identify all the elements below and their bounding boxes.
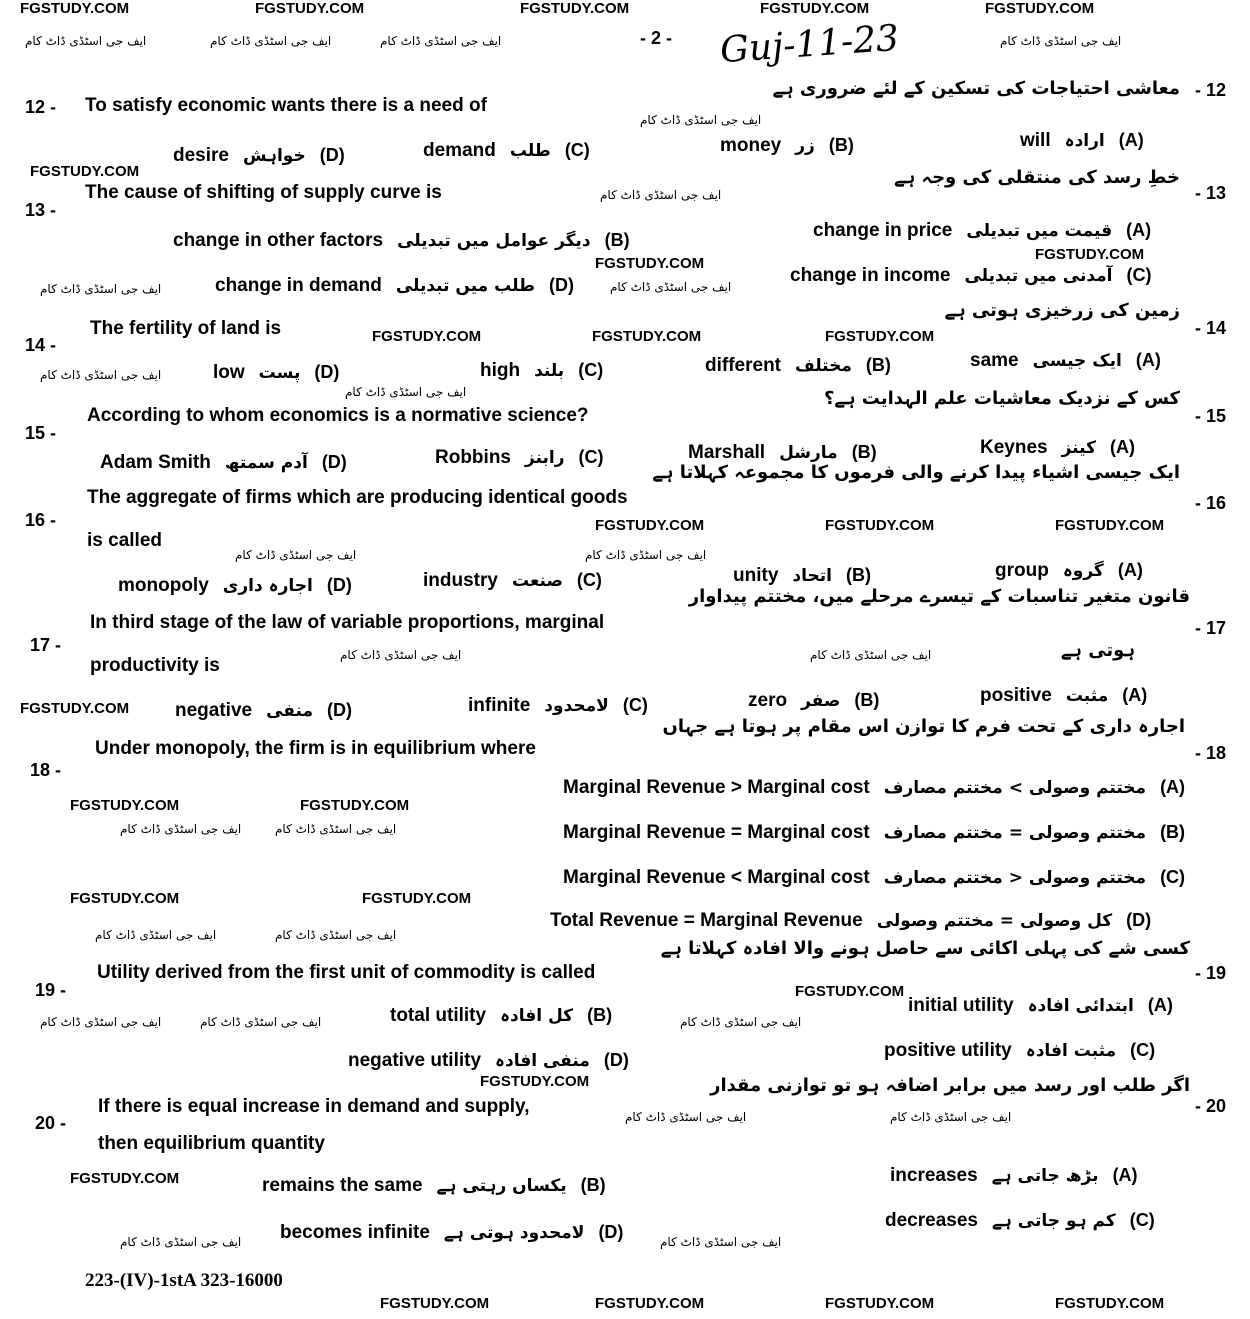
question-text-en: The cause of shifting of supply curve is <box>85 182 442 203</box>
watermark-urdu: ایف جی اسٹڈی ڈاٹ کام <box>120 822 242 836</box>
option-text-en: low <box>213 362 245 383</box>
watermark-text: FGSTUDY.COM <box>760 0 870 17</box>
watermark-text: FGSTUDY.COM <box>20 0 130 17</box>
option-b <box>262 1175 606 1197</box>
question-number: - 20 <box>1195 1096 1227 1116</box>
option-text-en: initial utility <box>908 995 1014 1016</box>
option-label: (B) <box>851 442 877 462</box>
option-text-en: negative utility <box>348 1050 482 1071</box>
option-b <box>173 230 630 252</box>
option-text-ur: لامحدود ہوتی ہے <box>443 1223 585 1243</box>
option-text-ur: ایک جیسی <box>1032 351 1122 371</box>
option-label: (C) <box>1130 1040 1156 1060</box>
option-text-ur: صنعت <box>511 571 563 591</box>
watermark-urdu: ایف جی اسٹڈی ڈاٹ کام <box>625 1110 747 1124</box>
option-c <box>468 695 648 717</box>
option-text-en: remains the same <box>262 1175 423 1196</box>
option-text-ur: دیگر عوامل میں تبدیلی <box>397 231 591 251</box>
paper-code: 223-(IV)-1stA 323-16000 <box>85 1270 283 1291</box>
watermark-urdu: ایف جی اسٹڈی ڈاٹ کام <box>40 282 162 296</box>
option-label: (C) <box>1160 867 1186 887</box>
option-text-ur: کینز <box>1061 438 1096 458</box>
option-text-en: demand <box>423 140 496 161</box>
question-text-ur: قانون متغیر تناسبات کے تیسرے مرحلے میں، مختتم پیداوار <box>688 586 1190 607</box>
option-d <box>215 275 574 297</box>
option-label: (D) <box>549 275 575 295</box>
option-text-en: money <box>720 135 782 156</box>
option-label: (A) <box>1147 995 1173 1015</box>
option-text-ur: بڑھ جاتی ہے <box>991 1166 1099 1186</box>
option-text-en: monopoly <box>118 575 209 596</box>
option-label: (C) <box>576 570 602 590</box>
option-text-en: Marginal Revenue > Marginal cost <box>563 777 870 798</box>
watermark-urdu: ایف جی اسٹڈی ڈاٹ کام <box>610 280 732 294</box>
option-text-en: group <box>995 560 1049 581</box>
option-label: (D) <box>319 145 345 165</box>
watermark-urdu: ایف جی اسٹڈی ڈاٹ کام <box>235 548 357 562</box>
option-c <box>423 570 602 592</box>
watermark-urdu: ایف جی اسٹڈی ڈاٹ کام <box>120 1235 242 1249</box>
option-text-en: will <box>1020 130 1051 151</box>
option-label: (C) <box>622 695 648 715</box>
option-text-ur: آدم سمتھ <box>224 453 308 473</box>
question-text-en: The fertility of land is <box>90 318 282 339</box>
option-text-ur: طلب <box>509 141 551 161</box>
watermark-urdu: ایف جی اسٹڈی ڈاٹ کام <box>640 113 762 127</box>
option-text-ur: مارشل <box>779 443 838 463</box>
option-label: (A) <box>1135 350 1161 370</box>
option-text-en: desire <box>173 145 229 166</box>
watermark-text: FGSTUDY.COM <box>595 255 705 272</box>
option-label: (B) <box>580 1175 606 1195</box>
watermark-text: FGSTUDY.COM <box>1035 246 1145 263</box>
question-number: - 18 <box>1195 743 1227 763</box>
question-text-en: then equilibrium quantity <box>98 1133 325 1154</box>
watermark-text: FGSTUDY.COM <box>595 517 705 534</box>
option-label: (C) <box>578 447 604 467</box>
option-d <box>175 700 352 722</box>
watermark-urdu: ایف جی اسٹڈی ڈاٹ کام <box>660 1235 782 1249</box>
option-text-en: change in demand <box>215 275 382 296</box>
option-text-en: zero <box>748 690 788 711</box>
watermark-urdu: ایف جی اسٹڈی ڈاٹ کام <box>275 822 397 836</box>
option-text-ur: مختلف <box>795 356 852 376</box>
question-number: 20 - <box>35 1113 67 1133</box>
watermark-text: FGSTUDY.COM <box>520 0 630 17</box>
question-number: 16 - <box>25 510 57 530</box>
watermark-urdu: ایف جی اسٹڈی ڈاٹ کام <box>210 34 332 48</box>
option-d <box>100 452 347 474</box>
option-text-ur: زر <box>795 136 815 156</box>
question-number: 12 - <box>25 97 57 117</box>
question-text-en: According to whom economics is a normative science? <box>87 405 589 426</box>
question-text-en: Under monopoly, the firm is in equilibrium where <box>95 738 536 759</box>
option-text-ur: کل افادہ <box>500 1006 574 1026</box>
option-d <box>118 575 352 597</box>
watermark-text: FGSTUDY.COM <box>825 517 935 534</box>
question-number: - 19 <box>1195 963 1227 983</box>
watermark-urdu: ایف جی اسٹڈی ڈاٹ کام <box>600 188 722 202</box>
option-b <box>748 690 879 712</box>
watermark-text: FGSTUDY.COM <box>1055 517 1165 534</box>
option-label: (B) <box>854 690 880 710</box>
option-text-en: change in other factors <box>173 230 384 251</box>
option-text-en: Total Revenue = Marginal Revenue <box>550 910 863 931</box>
watermark-urdu: ایف جی اسٹڈی ڈاٹ کام <box>810 648 932 662</box>
option-a <box>813 220 1151 242</box>
option-text-ur: اجارہ داری <box>222 576 313 596</box>
option-a <box>908 995 1173 1017</box>
option-text-en: industry <box>423 570 498 591</box>
question-text-ur: اگر طلب اور رسد میں برابر اضافہ ہو تو توازنی مقدار <box>710 1075 1190 1096</box>
option-label: (A) <box>1112 1165 1138 1185</box>
option-b <box>390 1005 612 1027</box>
watermark-text: FGSTUDY.COM <box>70 797 180 814</box>
watermark-text: FGSTUDY.COM <box>372 328 482 345</box>
question-text-ur: معاشی احتیاجات کی تسکین کے لئے ضروری ہے <box>772 78 1180 99</box>
option-c <box>884 1040 1155 1062</box>
option-text-en: Adam Smith <box>100 452 211 473</box>
option-text-ur: کل وصولی = مختتم وصولی <box>876 911 1113 931</box>
option-c <box>480 360 603 382</box>
option-c <box>885 1210 1155 1232</box>
watermark-urdu: ایف جی اسٹڈی ڈاٹ کام <box>680 1015 802 1029</box>
option-text-ur: قیمت میں تبدیلی <box>966 221 1113 241</box>
watermark-text: FGSTUDY.COM <box>255 0 365 17</box>
watermark-urdu: ایف جی اسٹڈی ڈاٹ کام <box>40 1015 162 1029</box>
option-a <box>890 1165 1138 1187</box>
option-text-en: Marginal Revenue < Marginal cost <box>563 867 870 888</box>
question-number: - 15 <box>1195 406 1227 426</box>
option-text-ur: مثبت افادہ <box>1025 1041 1117 1061</box>
question-number: - 12 <box>1195 80 1227 100</box>
option-label: (A) <box>1126 220 1152 240</box>
watermark-text: FGSTUDY.COM <box>1055 1295 1165 1312</box>
watermark-urdu: ایف جی اسٹڈی ڈاٹ کام <box>25 34 147 48</box>
option-b <box>688 442 877 464</box>
watermark-text: FGSTUDY.COM <box>20 700 130 717</box>
question-text-en: To satisfy economic wants there is a need of <box>85 95 487 116</box>
handwritten-date: Guj-11-23 <box>718 17 901 72</box>
option-label: (B) <box>845 565 871 585</box>
option-text-ur: رابنز <box>525 448 565 468</box>
option-label: (D) <box>321 452 347 472</box>
question-text-en: The aggregate of firms which are producing identical goods <box>87 487 628 508</box>
option-text-ur: مختتم وصولی > مختتم مصارف <box>883 778 1147 798</box>
watermark-text: FGSTUDY.COM <box>592 328 702 345</box>
option-d <box>348 1050 629 1072</box>
option-text-ur: بلند <box>534 361 565 381</box>
watermark-text: FGSTUDY.COM <box>70 890 180 907</box>
question-number: 13 - <box>25 200 57 220</box>
option-label: (D) <box>327 700 352 720</box>
option-text-en: positive utility <box>884 1040 1012 1061</box>
question-text-ur: اجارہ داری کے تحت فرم کا توازن اس مقام پر ہوتا ہے جہاں <box>662 716 1185 737</box>
option-label: (D) <box>314 362 340 382</box>
question-number: - 17 <box>1195 618 1227 638</box>
option-label: (A) <box>1122 685 1148 705</box>
option-text-en: Marshall <box>688 442 766 463</box>
question-number: 14 - <box>25 335 57 355</box>
watermark-urdu: ایف جی اسٹڈی ڈاٹ کام <box>340 648 462 662</box>
option-label: (C) <box>1129 1210 1155 1230</box>
option-label: (B) <box>604 230 630 250</box>
watermark-text: FGSTUDY.COM <box>30 163 140 180</box>
watermark-text: FGSTUDY.COM <box>825 328 935 345</box>
option-text-ur: اتحاد <box>792 566 832 586</box>
option-text-ur: پست <box>258 363 301 383</box>
option-label: (A) <box>1109 437 1135 457</box>
watermark-urdu: ایف جی اسٹڈی ڈاٹ کام <box>40 368 162 382</box>
option-label: (B) <box>1160 822 1186 842</box>
option-label: (B) <box>587 1005 613 1025</box>
option-d <box>550 910 1151 932</box>
option-c <box>563 867 1185 889</box>
option-b <box>563 822 1185 844</box>
question-number: 15 - <box>25 423 57 443</box>
option-text-ur: مثبت <box>1065 686 1109 706</box>
option-a <box>970 350 1161 372</box>
watermark-urdu: ایف جی اسٹڈی ڈاٹ کام <box>275 928 397 942</box>
option-text-en: decreases <box>885 1210 978 1231</box>
option-text-en: unity <box>733 565 779 586</box>
watermark-text: FGSTUDY.COM <box>380 1295 490 1312</box>
option-d <box>213 362 339 384</box>
question-text-en: productivity is <box>90 655 220 676</box>
option-a <box>980 437 1135 459</box>
question-text-ur: کس کے نزدیک معاشیات علم الہدایت ہے؟ <box>823 388 1180 409</box>
watermark-urdu: ایف جی اسٹڈی ڈاٹ کام <box>890 1110 1012 1124</box>
option-text-en: same <box>970 350 1019 371</box>
option-label: (D) <box>603 1050 629 1070</box>
option-label: (A) <box>1118 130 1144 150</box>
watermark-urdu: ایف جی اسٹڈی ڈاٹ کام <box>585 548 707 562</box>
question-number: 17 - <box>30 635 62 655</box>
option-text-ur: مختتم وصولی = مختتم مصارف <box>883 823 1147 843</box>
option-label: (A) <box>1160 777 1186 797</box>
option-text-ur: منفی <box>266 701 313 721</box>
question-text-ur: خطِ رسد کی منتقلی کی وجہ ہے <box>894 167 1180 188</box>
watermark-urdu: ایف جی اسٹڈی ڈاٹ کام <box>380 34 502 48</box>
option-c <box>790 265 1152 287</box>
option-text-en: change in income <box>790 265 951 286</box>
watermark-text: FGSTUDY.COM <box>795 983 905 1000</box>
watermark-text: FGSTUDY.COM <box>480 1073 590 1090</box>
option-label: (C) <box>1126 265 1152 285</box>
watermark-text: FGSTUDY.COM <box>362 890 472 907</box>
option-text-ur: ابتدائی افادہ <box>1027 996 1134 1016</box>
option-text-ur: طلب میں تبدیلی <box>395 276 536 296</box>
option-text-ur: گروہ <box>1062 561 1104 581</box>
option-text-en: increases <box>890 1165 978 1186</box>
option-text-en: Keynes <box>980 437 1048 458</box>
option-text-en: Robbins <box>435 447 511 468</box>
question-text-ur: کسی شے کی پہلی اکائی سے حاصل ہونے والا افادہ کہلاتا ہے <box>660 938 1190 959</box>
option-text-en: different <box>705 355 781 376</box>
option-text-en: infinite <box>468 695 531 716</box>
watermark-text: FGSTUDY.COM <box>825 1295 935 1312</box>
question-number: - 16 <box>1195 493 1227 513</box>
watermark-urdu: ایف جی اسٹڈی ڈاٹ کام <box>1000 34 1122 48</box>
watermark-text: FGSTUDY.COM <box>300 797 410 814</box>
option-text-ur: منفی افادہ <box>495 1051 590 1071</box>
option-label: (D) <box>1126 910 1152 930</box>
option-text-en: change in price <box>813 220 953 241</box>
option-text-en: high <box>480 360 521 381</box>
question-text-en: In third stage of the law of variable proportions, marginal <box>90 612 605 633</box>
option-text-ur: خواہش <box>242 146 306 166</box>
option-a <box>980 685 1147 707</box>
question-text-ur: ہوتی ہے <box>1060 640 1135 661</box>
option-text-ur: آمدنی میں تبدیلی <box>964 266 1113 286</box>
option-label: (A) <box>1117 560 1143 580</box>
option-label: (C) <box>578 360 604 380</box>
option-d <box>280 1222 623 1244</box>
option-label: (B) <box>828 135 854 155</box>
page-number: - 2 - <box>640 28 673 48</box>
option-text-ur: یکساں رہتی ہے <box>436 1176 567 1196</box>
question-text-ur: ایک جیسی اشیاء پیدا کرنے والی فرموں کا مجموعہ کہلاتا ہے <box>652 462 1180 483</box>
option-b <box>720 135 854 157</box>
watermark-text: FGSTUDY.COM <box>595 1295 705 1312</box>
question-text-en: If there is equal increase in demand and supply, <box>98 1096 530 1117</box>
question-text-en: is called <box>87 530 162 551</box>
option-text-en: total utility <box>390 1005 487 1026</box>
option-d <box>173 145 345 167</box>
option-a <box>995 560 1143 582</box>
option-text-en: Marginal Revenue = Marginal cost <box>563 822 870 843</box>
option-text-ur: کم ہو جاتی ہے <box>991 1211 1116 1231</box>
option-b <box>705 355 891 377</box>
question-number: - 13 <box>1195 183 1227 203</box>
question-number: 18 - <box>30 760 62 780</box>
question-text-ur: زمین کی زرخیزی ہوتی ہے <box>944 300 1180 321</box>
option-c <box>435 447 604 469</box>
option-text-en: negative <box>175 700 253 721</box>
question-number: 19 - <box>35 980 67 1000</box>
option-text-ur: ارادہ <box>1064 131 1105 151</box>
watermark-urdu: ایف جی اسٹڈی ڈاٹ کام <box>95 928 217 942</box>
watermark-urdu: ایف جی اسٹڈی ڈاٹ کام <box>200 1015 322 1029</box>
option-label: (B) <box>865 355 891 375</box>
question-text-en: Utility derived from the first unit of commodity is called <box>97 962 596 983</box>
option-label: (D) <box>598 1222 624 1242</box>
option-label: (D) <box>326 575 352 595</box>
watermark-text: FGSTUDY.COM <box>985 0 1095 17</box>
option-a <box>563 777 1185 799</box>
option-text-ur: لامحدود <box>544 696 609 716</box>
option-text-ur: مختتم وصولی < مختتم مصارف <box>883 868 1147 888</box>
option-a <box>1020 130 1144 152</box>
option-c <box>423 140 590 162</box>
option-text-ur: صفر <box>801 691 841 711</box>
question-number: - 14 <box>1195 318 1227 338</box>
option-label: (C) <box>564 140 590 160</box>
option-text-en: positive <box>980 685 1052 706</box>
option-b <box>733 565 871 587</box>
option-text-en: becomes infinite <box>280 1222 430 1243</box>
watermark-urdu: ایف جی اسٹڈی ڈاٹ کام <box>345 385 467 399</box>
watermark-text: FGSTUDY.COM <box>70 1170 180 1187</box>
